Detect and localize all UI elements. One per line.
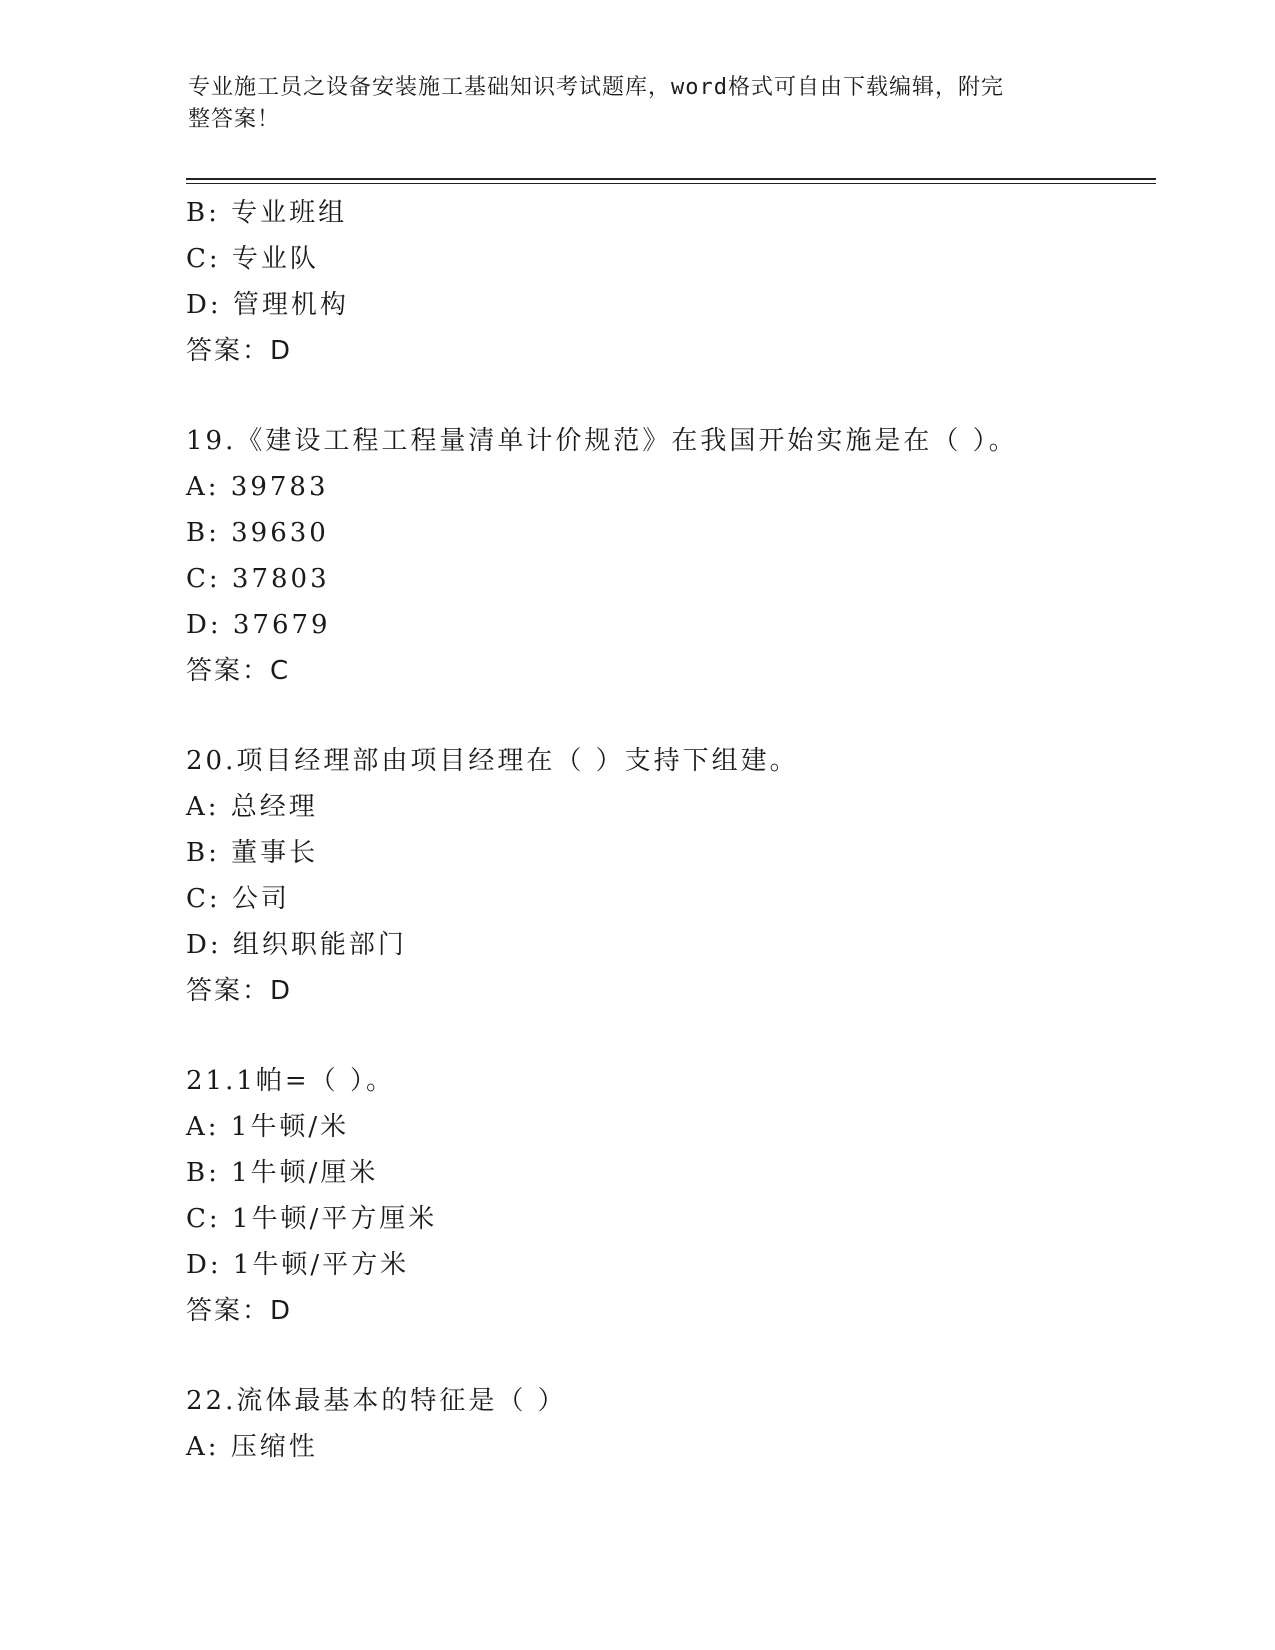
answer-line: 答案：C: [186, 656, 291, 686]
question-text: 19.《建设工程工程量清单计价规范》在我国开始实施是在（ ）。: [186, 426, 1018, 456]
answer-line: 答案：D: [186, 976, 293, 1006]
option-c: C: 专业队: [186, 244, 319, 274]
option-b: B: 董事长: [186, 838, 319, 868]
question-block-19: [186, 418, 1146, 694]
header-line-2: 整答案！: [188, 107, 281, 132]
question-text: 20.项目经理部由项目经理在（ ）支持下组建。: [186, 746, 799, 776]
question-block-21: [186, 1058, 1146, 1334]
question-text: 21.1帕=（ ）。: [186, 1066, 395, 1096]
question-text: 22.流体最基本的特征是（ ）: [186, 1386, 567, 1416]
option-b: B: 39630: [186, 518, 329, 548]
option-c: C: 1牛顿/平方厘米: [186, 1204, 438, 1234]
option-c: C: 37803: [186, 564, 330, 594]
option-d: D: 37679: [186, 610, 331, 640]
option-d: D: 1牛顿/平方米: [186, 1250, 410, 1280]
option-d: D: 组织职能部门: [186, 930, 407, 960]
question-block-18-partial: [186, 190, 1146, 374]
option-a: A: 39783: [186, 472, 329, 502]
question-block-20: [186, 738, 1146, 1014]
document-header: [188, 72, 1068, 136]
exam-content: [186, 190, 1146, 1470]
option-a: A: 压缩性: [186, 1432, 318, 1462]
option-c: C: 公司: [186, 884, 290, 914]
option-a: A: 总经理: [186, 792, 318, 822]
option-d: D: 管理机构: [186, 290, 349, 320]
answer-line: 答案：D: [186, 336, 293, 366]
header-divider-thin: [186, 183, 1156, 184]
option-a: A: 1牛顿/米: [186, 1112, 350, 1142]
answer-line: 答案：D: [186, 1296, 293, 1326]
header-line-1: 专业施工员之设备安装施工基础知识考试题库，word格式可自由下载编辑，附完: [188, 75, 1004, 100]
question-block-22: [186, 1378, 1146, 1470]
header-divider-thick: [186, 178, 1156, 180]
option-b: B: 1牛顿/厘米: [186, 1158, 379, 1188]
option-b: B: 专业班组: [186, 198, 348, 228]
